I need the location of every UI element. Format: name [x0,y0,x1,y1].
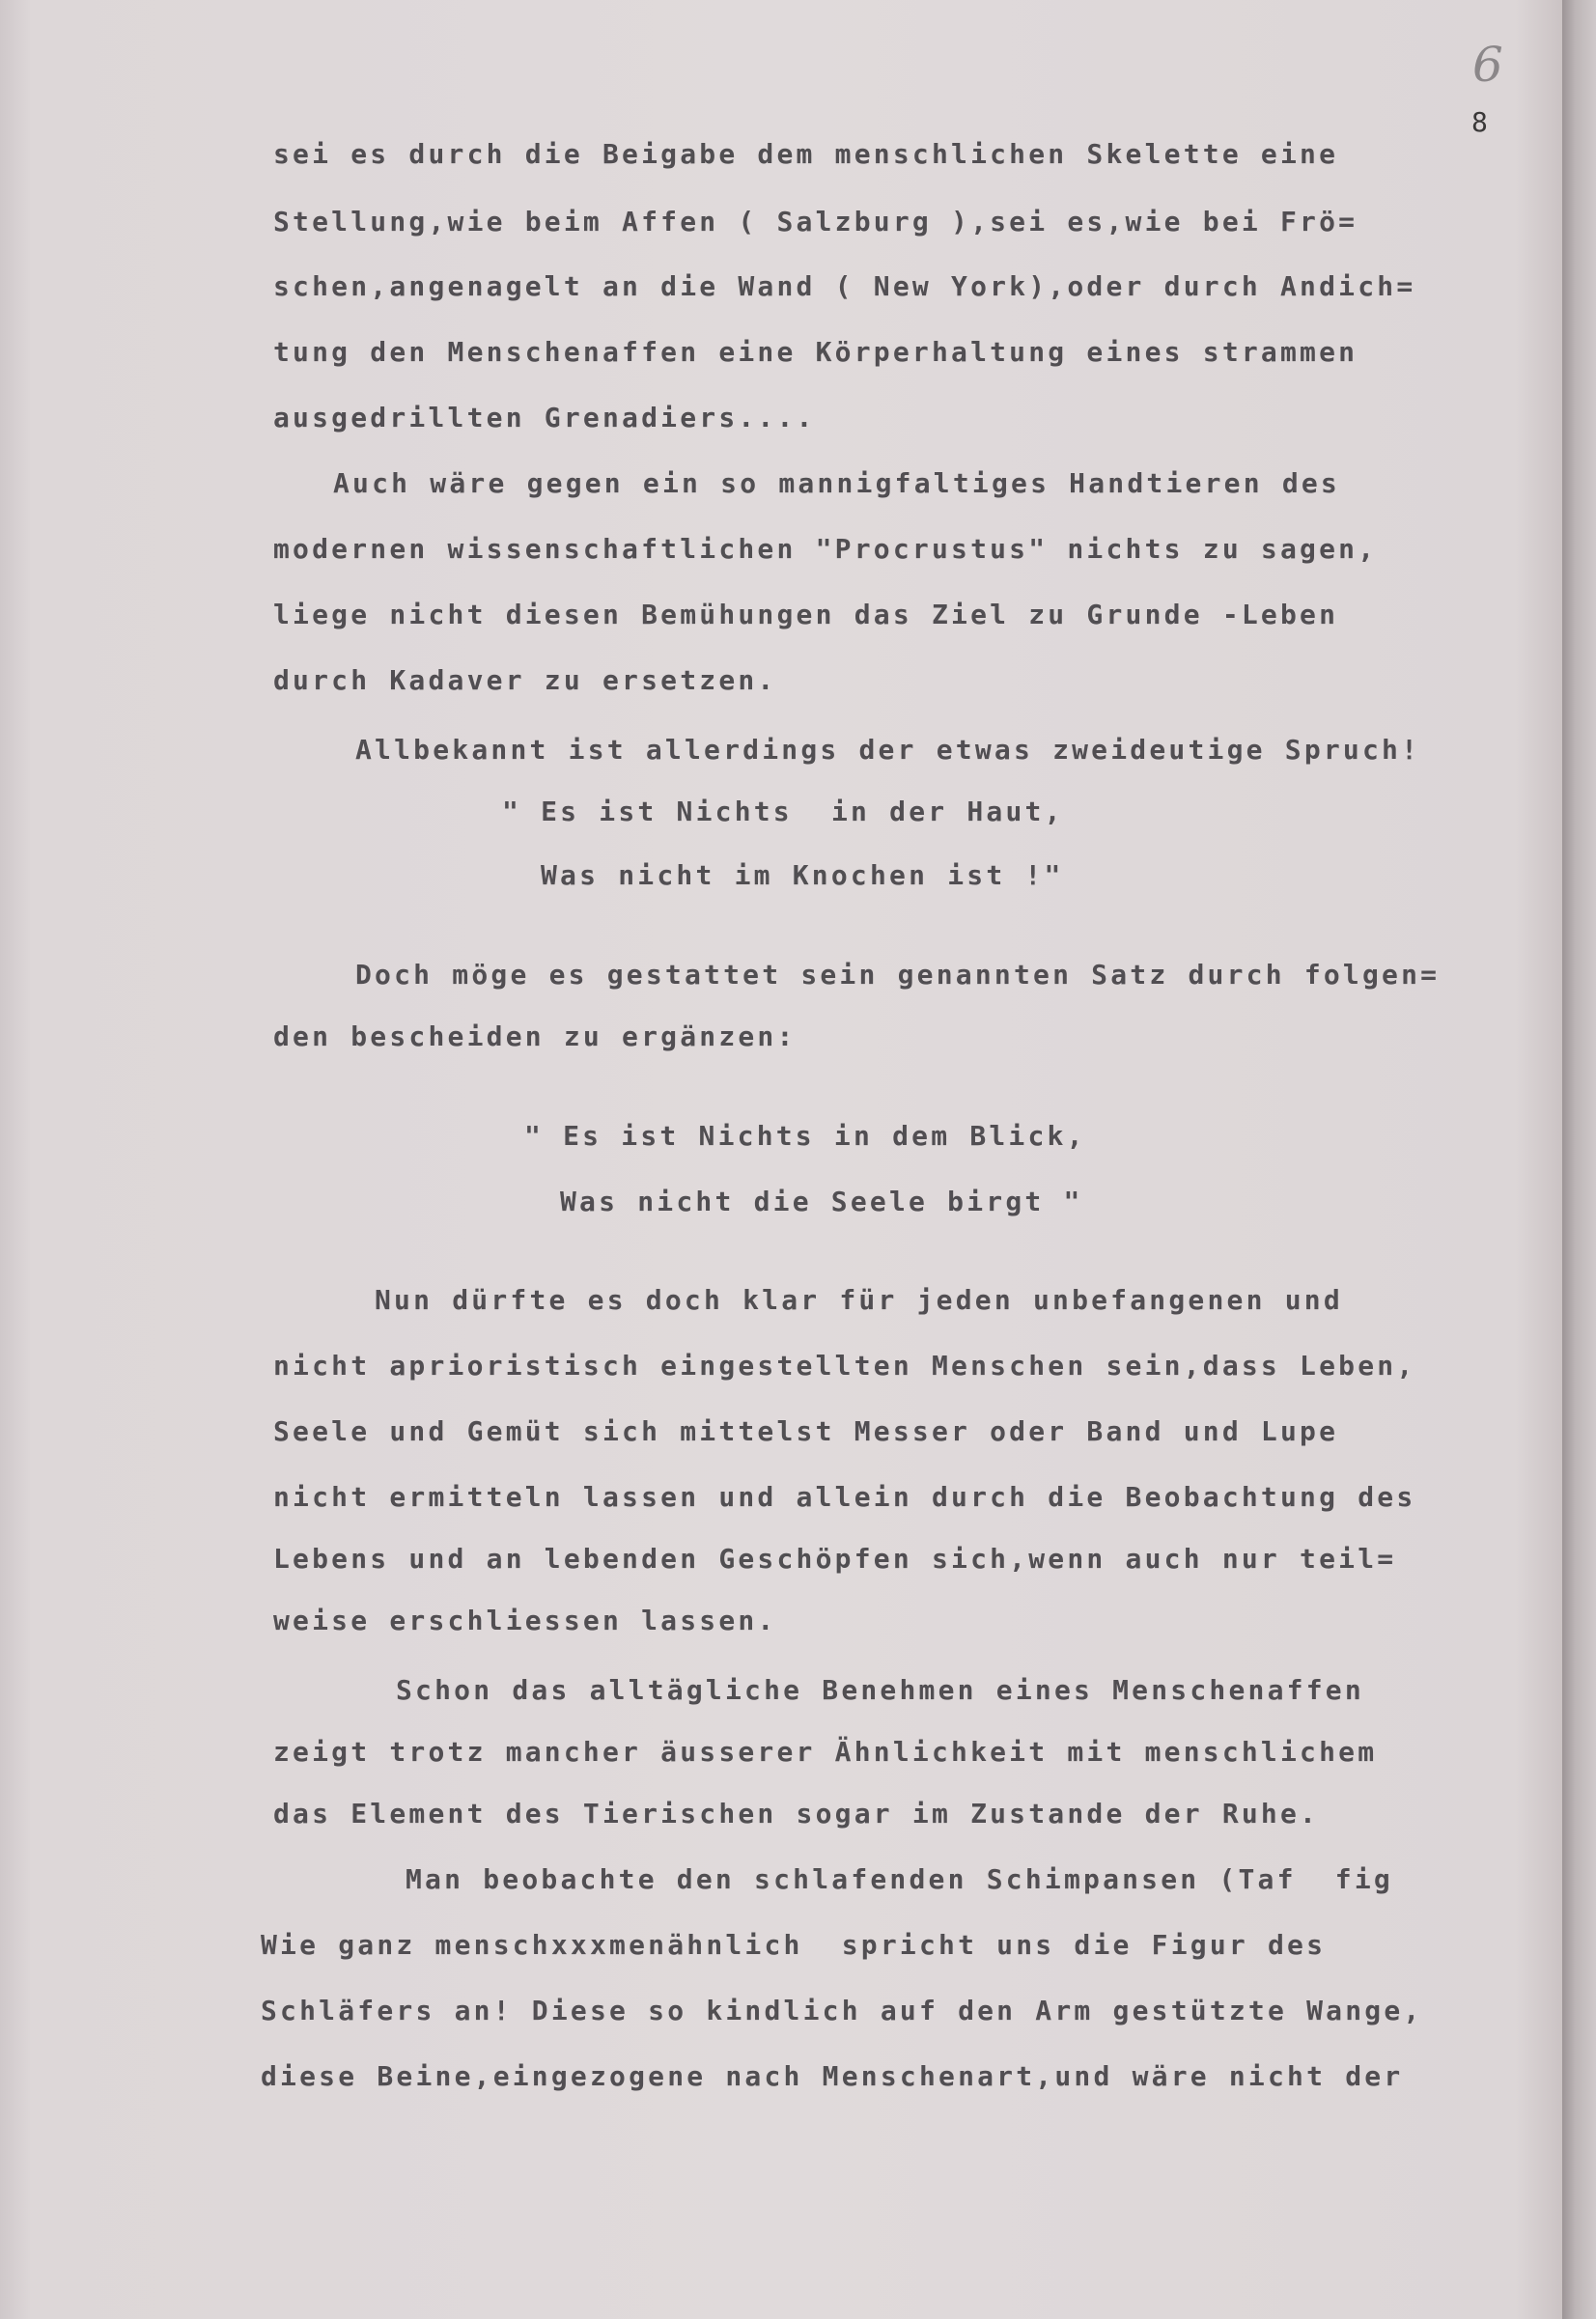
text-line: " Es ist Nichts in der Haut, [502,796,1064,827]
text-line: Stellung,wie beim Affen ( Salzburg ),sei es,wie bei Frö= [273,206,1358,237]
text-line: diese Beine,eingezogene nach Menschenart,und wäre nicht der [261,2060,1404,2092]
text-line: durch Kadaver zu ersetzen. [273,664,777,696]
text-line: tung den Menschenaffen eine Körperhaltung eines strammen [273,336,1358,368]
text-line: den bescheiden zu ergänzen: [273,1020,797,1052]
text-line: Was nicht die Seele birgt " [560,1186,1083,1217]
text-line: Lebens und an lebenden Geschöpfen sich,wenn auch nur teil= [273,1543,1397,1575]
text-line: das Element des Tierischen sogar im Zustande der Ruhe. [273,1798,1320,1830]
text-line: nicht ermitteln lassen und allein durch die Beobachtung des [273,1481,1416,1513]
text-line: schen,angenagelt an die Wand ( New York),oder durch Andich= [273,270,1416,302]
text-line: Schläfers an! Diese so kindlich auf den Arm gestützte Wange, [261,1995,1423,2026]
text-line: Allbekannt ist allerdings der etwas zweideutige Spruch! [355,734,1421,766]
text-line: Man beobachte den schlafenden Schimpansen (Taf fig [406,1863,1393,1895]
text-line: sei es durch die Beigabe dem menschlichen Skelette eine [273,138,1339,170]
text-line: Seele und Gemüt sich mittelst Messer oder Band und Lupe [273,1415,1339,1447]
text-line: nicht aprioristisch eingestellten Menschen sein,dass Leben, [273,1350,1416,1382]
text-line: Was nicht im Knochen ist !" [541,859,1064,891]
handwritten-page-number: 6 [1472,37,1503,93]
text-line: modernen wissenschaftlichen "Procrustus" nichts zu sagen, [273,533,1378,565]
text-line: weise erschliessen lassen. [273,1605,777,1636]
text-line: Schon das alltägliche Benehmen eines Menschenaffen [396,1674,1364,1706]
text-line: liege nicht diesen Bemühungen das Ziel zu Grunde -Leben [273,599,1339,630]
text-line: ausgedrillten Grenadiers.... [273,402,816,433]
text-line: zeigt trotz mancher äusserer Ähnlichkeit mit menschlichem [273,1736,1378,1768]
text-line: " Es ist Nichts in dem Blick, [524,1120,1086,1152]
text-line: Doch möge es gestattet sein genannten Satz durch folgen= [355,959,1441,991]
text-line: Nun dürfte es doch klar für jeden unbefangenen und [375,1284,1343,1316]
text-line: Auch wäre gegen ein so mannigfaltiges Handtieren des [333,467,1340,499]
typed-page-number: 8 [1471,106,1488,138]
text-line: Wie ganz menschxxxmenähnlich spricht uns die Figur des [261,1929,1327,1961]
sheet-right-edge [1562,0,1596,2319]
